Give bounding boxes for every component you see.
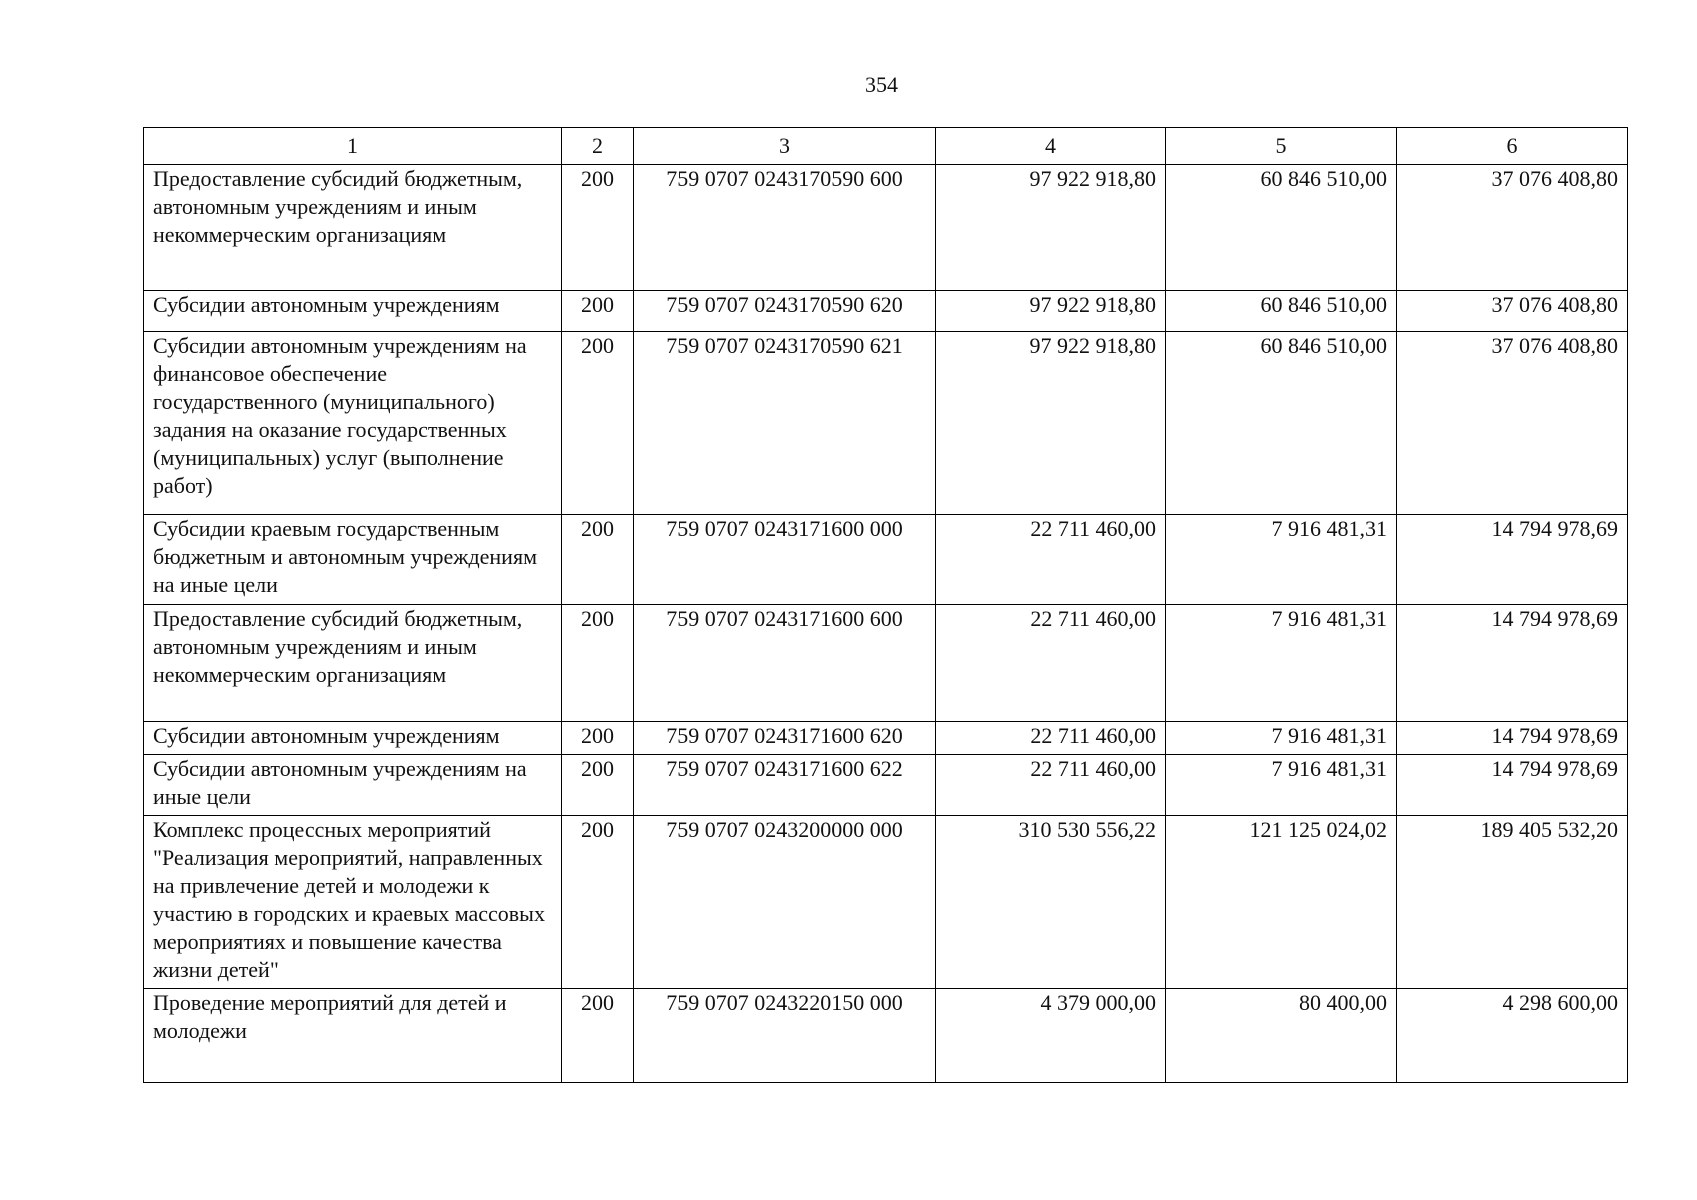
- page-number: 354: [865, 72, 898, 97]
- row-name: Комплекс процессных мероприятий "Реализация мероприятий, направленных на привлечение детей и молодежи к участию в городских и краевых массовых мероприятиях и повышение качества жизни детей": [144, 816, 562, 989]
- row-value-col5: 80 400,00: [1166, 989, 1397, 1083]
- budget-table: [143, 127, 1628, 1083]
- row-name: Субсидии краевым государственным бюджетным и автономным учреждениям на иные цели: [144, 515, 562, 605]
- row-name: Субсидии автономным учреждениям: [144, 722, 562, 755]
- row-name: Субсидии автономным учреждениям: [144, 291, 562, 332]
- row-admin-code: 200: [562, 291, 634, 332]
- row-value-col6: 189 405 532,20: [1397, 816, 1628, 989]
- row-admin-code: 200: [562, 332, 634, 515]
- column-header: 5: [1166, 128, 1397, 165]
- table-row: [144, 515, 1628, 605]
- column-header: 4: [936, 128, 1166, 165]
- row-admin-code: 200: [562, 722, 634, 755]
- row-budget-code: 759 0707 0243200000 000: [634, 816, 936, 989]
- row-value-col5: 7 916 481,31: [1166, 515, 1397, 605]
- column-header: 6: [1397, 128, 1628, 165]
- table-row: [144, 755, 1628, 816]
- row-value-col5: 7 916 481,31: [1166, 755, 1397, 816]
- row-value-col4: 310 530 556,22: [936, 816, 1166, 989]
- row-value-col4: 4 379 000,00: [936, 989, 1166, 1083]
- row-value-col6: 14 794 978,69: [1397, 722, 1628, 755]
- row-value-col5: 60 846 510,00: [1166, 332, 1397, 515]
- row-admin-code: 200: [562, 165, 634, 291]
- row-value-col4: 22 711 460,00: [936, 755, 1166, 816]
- row-name: Предоставление субсидий бюджетным, автономным учреждениям и иным некоммерческим организациям: [144, 165, 562, 291]
- row-admin-code: 200: [562, 755, 634, 816]
- row-value-col6: 14 794 978,69: [1397, 515, 1628, 605]
- row-budget-code: 759 0707 0243170590 620: [634, 291, 936, 332]
- table-row: [144, 165, 1628, 291]
- column-header: 2: [562, 128, 634, 165]
- row-value-col6: 4 298 600,00: [1397, 989, 1628, 1083]
- row-value-col4: 22 711 460,00: [936, 605, 1166, 722]
- row-name: Субсидии автономным учреждениям на иные цели: [144, 755, 562, 816]
- row-value-col4: 22 711 460,00: [936, 515, 1166, 605]
- row-value-col5: 7 916 481,31: [1166, 722, 1397, 755]
- table-row: [144, 291, 1628, 332]
- row-value-col5: 121 125 024,02: [1166, 816, 1397, 989]
- row-value-col6: 37 076 408,80: [1397, 332, 1628, 515]
- row-budget-code: 759 0707 0243170590 621: [634, 332, 936, 515]
- row-value-col5: 60 846 510,00: [1166, 165, 1397, 291]
- table-row: [144, 989, 1628, 1083]
- row-admin-code: 200: [562, 605, 634, 722]
- table-row: [144, 332, 1628, 515]
- row-name: Субсидии автономным учреждениям на финансовое обеспечение государственного (муниципального) задания на оказание государственных (муниципальных) услуг (выполнение работ): [144, 332, 562, 515]
- row-admin-code: 200: [562, 816, 634, 989]
- row-value-col4: 22 711 460,00: [936, 722, 1166, 755]
- row-admin-code: 200: [562, 515, 634, 605]
- row-budget-code: 759 0707 0243171600 000: [634, 515, 936, 605]
- row-budget-code: 759 0707 0243171600 622: [634, 755, 936, 816]
- row-budget-code: 759 0707 0243220150 000: [634, 989, 936, 1083]
- column-header: 3: [634, 128, 936, 165]
- row-name: Проведение мероприятий для детей и молодежи: [144, 989, 562, 1083]
- row-value-col4: 97 922 918,80: [936, 332, 1166, 515]
- table-row: [144, 722, 1628, 755]
- row-value-col6: 37 076 408,80: [1397, 291, 1628, 332]
- row-value-col5: 7 916 481,31: [1166, 605, 1397, 722]
- column-header: 1: [144, 128, 562, 165]
- row-admin-code: 200: [562, 989, 634, 1083]
- table-row: [144, 816, 1628, 989]
- row-value-col6: 37 076 408,80: [1397, 165, 1628, 291]
- row-budget-code: 759 0707 0243171600 620: [634, 722, 936, 755]
- table-row: [144, 605, 1628, 722]
- row-value-col4: 97 922 918,80: [936, 165, 1166, 291]
- row-name: Предоставление субсидий бюджетным, автономным учреждениям и иным некоммерческим организациям: [144, 605, 562, 722]
- row-budget-code: 759 0707 0243171600 600: [634, 605, 936, 722]
- table-header-row: [144, 128, 1628, 165]
- row-value-col6: 14 794 978,69: [1397, 605, 1628, 722]
- row-value-col5: 60 846 510,00: [1166, 291, 1397, 332]
- row-value-col6: 14 794 978,69: [1397, 755, 1628, 816]
- row-budget-code: 759 0707 0243170590 600: [634, 165, 936, 291]
- row-value-col4: 97 922 918,80: [936, 291, 1166, 332]
